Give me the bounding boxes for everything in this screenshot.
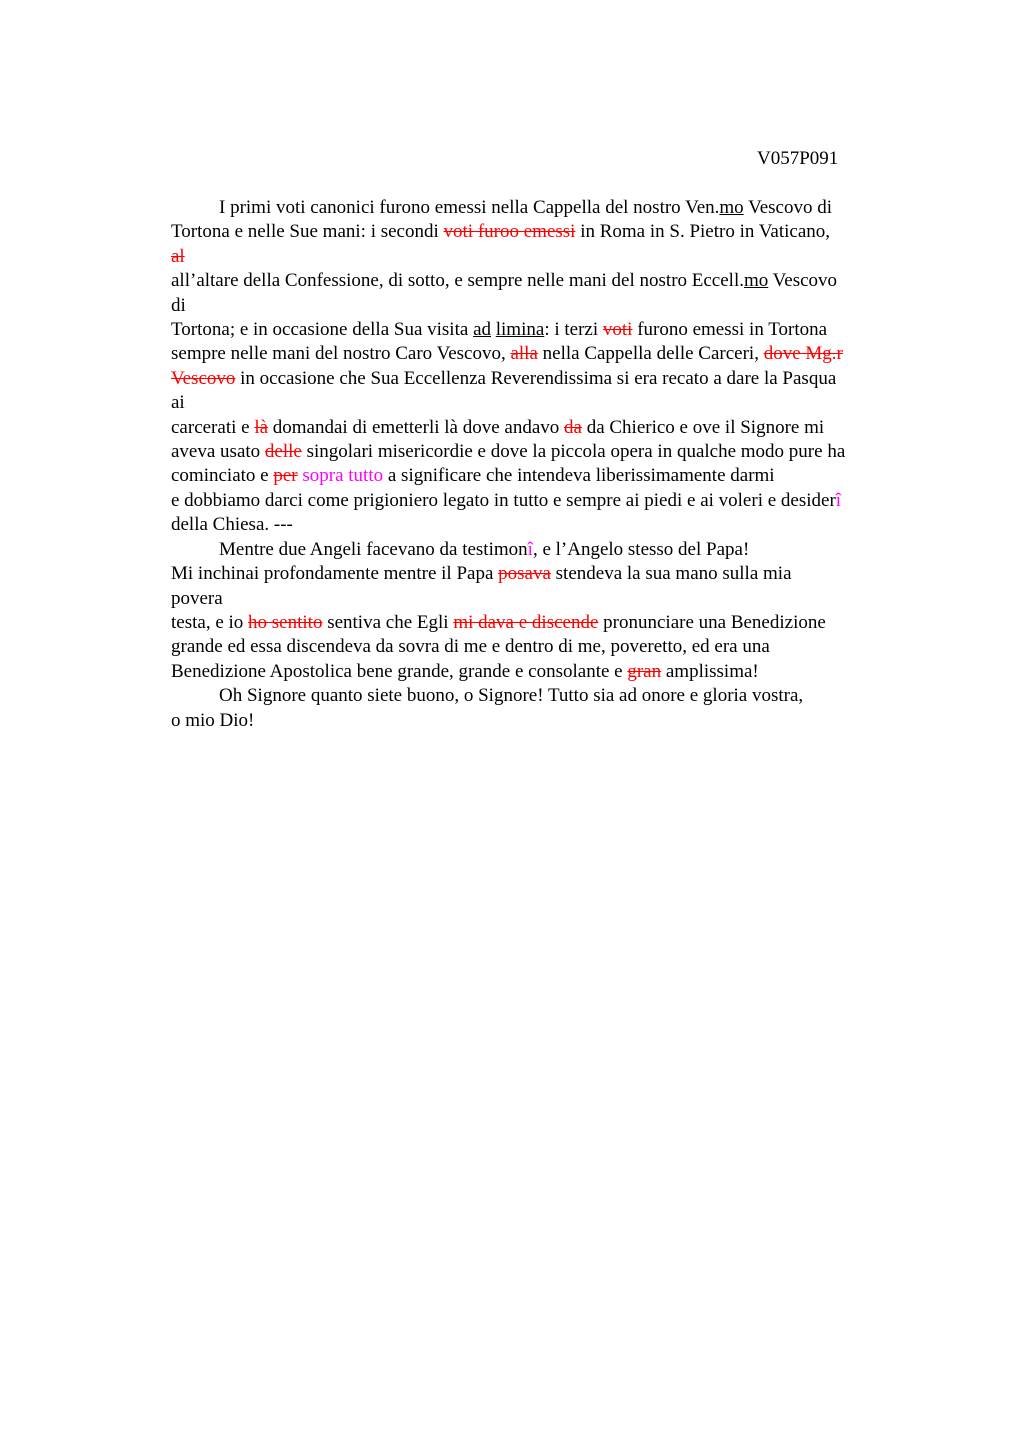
text-line [171,562,911,586]
text-segment: all’altare della Confessione, di sotto, e sempre nelle mani del nostro Eccell. [171,270,744,292]
inserted-text: sopra tutto [302,465,384,487]
deleted-text: mi dava e discende [453,611,599,633]
deleted-text: dove Mg.r [763,343,843,365]
deleted-text: gran [627,660,662,682]
text-segment: o mio Dio! [171,709,255,731]
text-line [171,587,911,611]
deleted-text: delle [264,441,302,463]
text-segment: amplissima! [661,660,759,682]
text-segment: di [171,294,186,316]
deleted-text: voti furoo emessi [443,221,576,243]
deleted-text: là [254,416,269,438]
text-line [171,489,911,513]
text-line [171,196,911,220]
text-segment: pronunciare una Benedizione [598,611,826,633]
text-segment: Tortona; e in occasione della Sua visita [171,319,474,341]
text-segment: cominciato e [171,465,274,487]
text-segment: in occasione che Sua Eccellenza Reverendissima si era recato a dare la Pasqua [235,367,837,389]
page-code: V057P091 [757,148,839,169]
text-segment: furono emessi in Tortona [632,319,828,341]
text-line [171,538,911,562]
underlined-text: mo [719,197,744,218]
text-segment: Mentre due Angeli facevano da testimon [219,538,528,560]
deleted-text: alla [510,343,538,365]
text-line [171,318,911,342]
text-segment: e dobbiamo darci come prigioniero legato in tutto e sempre ai piedi e ai voleri e desider [171,489,836,511]
text-line [171,269,911,293]
deleted-text: per [273,465,298,487]
deleted-text: al [171,245,185,267]
text-line [171,611,911,635]
text-segment: Vescovo [768,270,838,292]
text-segment: stendeva la sua mano sulla mia [550,563,792,585]
text-segment: sentiva che Egli [322,611,454,633]
text-segment: da Chierico e ove il Signore mi [581,416,825,438]
text-line [171,635,911,659]
deleted-text: ho sentito [248,611,323,633]
text-segment: grande ed essa discendeva da sovra di me e dentro di me, poveretto, ed era una [171,636,770,658]
text-line [171,513,911,537]
text-segment: testa, e io [171,611,249,633]
text-segment: nella Cappella delle Carceri, [537,343,764,365]
text-segment: in Roma in S. Pietro in Vaticano, [575,221,831,243]
inserted-text: î [527,538,533,560]
text-segment: I primi voti canonici furono emessi nella Cappella del nostro Ven. [219,197,720,218]
deleted-text: posava [498,563,551,585]
deleted-text: da [564,416,582,438]
text-line [171,294,911,318]
text-line [171,660,911,684]
text-segment: Mi inchinai profondamente mentre il Papa [171,563,499,585]
text-line [171,709,911,733]
underlined-text: limina [495,319,545,341]
text-line [171,367,911,391]
text-segment: della Chiesa. --- [171,514,293,536]
text-segment: Vescovo di [743,197,832,218]
text-segment: Benedizione Apostolica bene grande, grande e consolante e [171,660,628,682]
text-segment: Tortona e nelle Sue mani: i secondi [171,221,444,243]
deleted-text: voti [602,319,633,341]
text-line [171,416,911,440]
text-segment: : i terzi [544,319,603,341]
text-line [171,220,911,244]
deleted-text: Vescovo [171,367,236,389]
text-segment: a significare che intendeva liberissimamente darmi [383,465,775,487]
text-segment: povera [171,587,223,609]
document-body [171,196,911,733]
text-line [171,684,911,708]
text-line [171,342,911,366]
text-segment: domandai di emetterli là dove andavo [268,416,565,438]
text-line [171,464,911,488]
text-line [171,440,911,464]
underlined-text: ad [473,319,491,341]
underlined-text: mo [743,270,769,292]
text-segment: carcerati e [171,416,255,438]
text-line [171,245,911,269]
text-line [171,391,911,415]
inserted-text: î [835,489,842,511]
text-segment: singolari misericordie e dove la piccola opera in qualche modo pure ha [301,441,846,463]
text-segment: , e l’Angelo stesso del Papa! [532,538,750,560]
text-segment: sempre nelle mani del nostro Caro Vescovo, [171,343,511,365]
text-segment: ai [171,392,185,414]
text-segment: Oh Signore quanto siete buono, o Signore! Tutto sia ad onore e gloria vostra, [219,685,804,707]
text-segment: aveva usato [171,441,265,463]
